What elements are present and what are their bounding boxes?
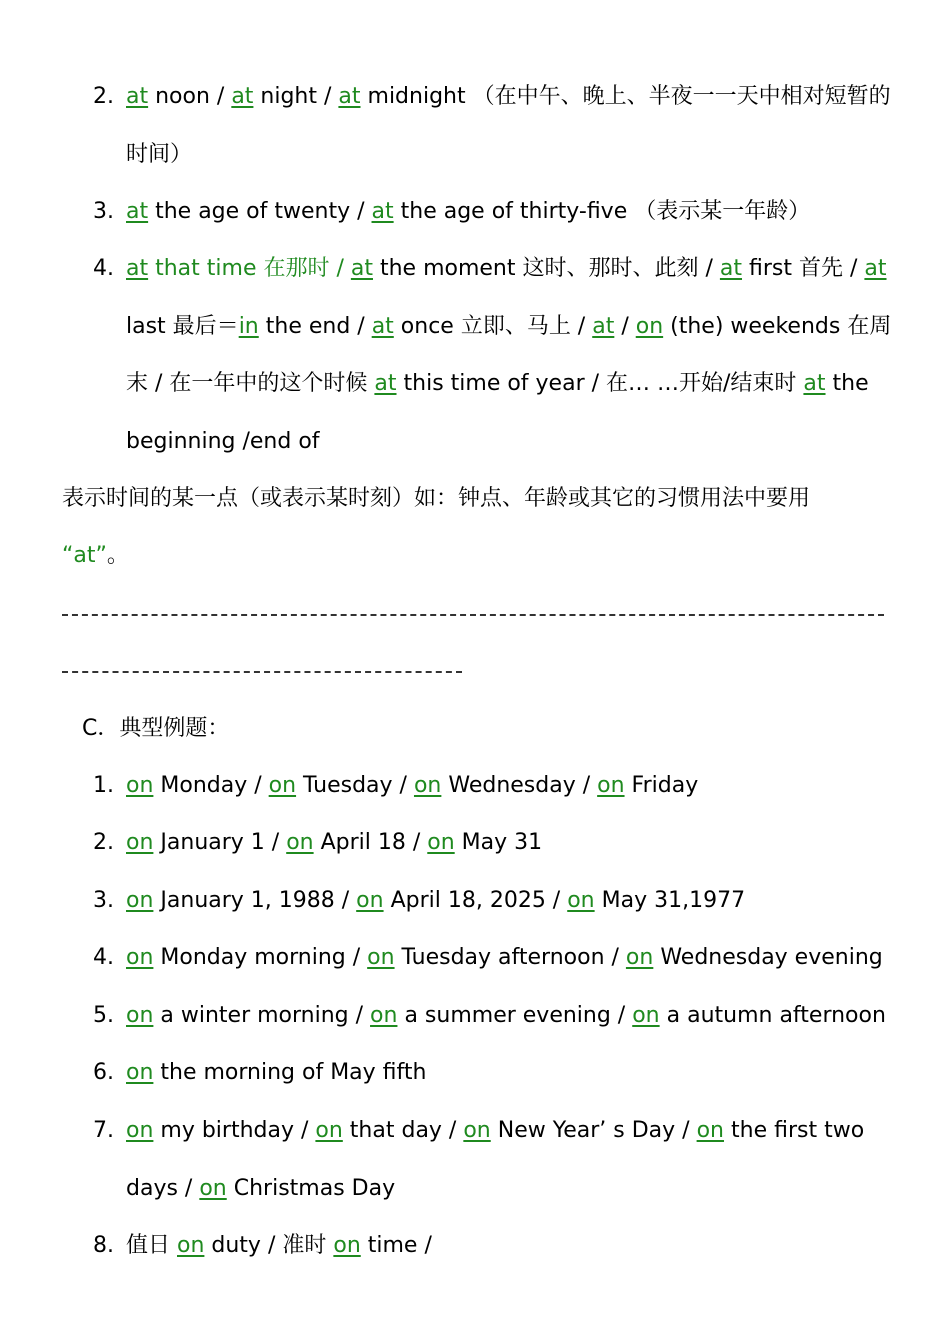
preposition-keyword: on bbox=[632, 1003, 660, 1028]
list-item-text: Wednesday / bbox=[441, 773, 598, 798]
list-item-text: the first two bbox=[724, 1118, 865, 1143]
preposition-keyword: on bbox=[367, 945, 395, 970]
list-item-text: the moment 这时、那时、此刻 / bbox=[372, 256, 720, 281]
list-item-line bbox=[126, 943, 883, 973]
list-item-text: the end / bbox=[258, 313, 372, 339]
list-item-text: January 1 / bbox=[153, 830, 287, 855]
list-item-text: 值日 bbox=[126, 1233, 177, 1258]
preposition-keyword: at bbox=[803, 371, 826, 396]
preposition-keyword: on bbox=[126, 1003, 154, 1028]
list-number: 2. bbox=[93, 84, 114, 109]
note-line-2 bbox=[62, 541, 129, 571]
list-item-text: Monday / bbox=[153, 773, 269, 798]
list-item-text: midnight （在中午、晚上、半夜一一天中相对短暂的 bbox=[360, 84, 891, 109]
list-item-text: a summer evening / bbox=[397, 1003, 633, 1028]
list-item-text: days / bbox=[126, 1175, 200, 1201]
list-item-text: this time of year / 在… …开始/结束时 bbox=[396, 371, 804, 396]
list-item-line bbox=[126, 1058, 426, 1088]
list-item-text: May 31 bbox=[454, 830, 543, 855]
list-number: 4. bbox=[93, 256, 114, 281]
list-number: 8. bbox=[93, 1233, 114, 1258]
note-end: 。 bbox=[106, 543, 129, 568]
note-line bbox=[62, 484, 810, 514]
preposition-keyword: at bbox=[719, 256, 743, 281]
preposition-keyword: at bbox=[864, 256, 887, 281]
preposition-keyword: on bbox=[635, 313, 664, 339]
list-item-text: April 18 / bbox=[313, 830, 428, 855]
preposition-keyword: on bbox=[177, 1233, 205, 1258]
list-item-text: first 首先 / bbox=[742, 256, 865, 281]
preposition-keyword: on bbox=[199, 1175, 227, 1201]
preposition-keyword: on bbox=[126, 773, 154, 798]
preposition-keyword: on bbox=[126, 830, 154, 855]
list-item-line bbox=[126, 312, 891, 342]
list-item-line bbox=[126, 197, 810, 227]
highlighted-phrase: that time 在那时 / bbox=[148, 256, 351, 281]
list-item-text: Friday bbox=[624, 773, 699, 798]
preposition-keyword: at bbox=[126, 256, 149, 281]
section-c-heading: C．典型例题： bbox=[82, 716, 230, 741]
preposition-keyword: at bbox=[350, 256, 373, 281]
list-item-line bbox=[126, 886, 745, 916]
preposition-keyword: on bbox=[126, 945, 154, 970]
list-number: 6. bbox=[93, 1060, 114, 1085]
preposition-keyword: on bbox=[286, 830, 314, 855]
preposition-keyword: on bbox=[333, 1233, 361, 1258]
list-item-line bbox=[126, 254, 887, 284]
preposition-keyword: on bbox=[567, 888, 595, 913]
preposition-keyword: on bbox=[356, 888, 384, 913]
list-item-text: the age of thirty-five （表示某一年龄） bbox=[393, 199, 811, 224]
list-item-text: May 31,1977 bbox=[594, 888, 746, 913]
preposition-keyword: on bbox=[696, 1118, 724, 1143]
list-item-text: / bbox=[614, 313, 636, 339]
list-number: 3. bbox=[93, 888, 114, 913]
preposition-keyword: in bbox=[238, 313, 259, 339]
list-number: 4. bbox=[93, 945, 114, 970]
list-item-text: the age of twenty / bbox=[148, 199, 372, 224]
list-item-text: once 立即、马上 / bbox=[393, 313, 593, 339]
list-item-text: Christmas Day bbox=[226, 1175, 396, 1201]
list-item-text: Wednesday evening bbox=[653, 945, 883, 970]
list-item-text: Tuesday afternoon / bbox=[394, 945, 626, 970]
preposition-keyword: at bbox=[126, 84, 149, 109]
preposition-keyword: on bbox=[597, 773, 625, 798]
preposition-keyword: on bbox=[625, 945, 654, 970]
preposition-keyword: at bbox=[126, 199, 149, 224]
list-item-line bbox=[126, 771, 698, 801]
preposition-keyword: at bbox=[338, 84, 361, 109]
list-item-text: New Year’ s Day / bbox=[490, 1118, 697, 1143]
list-item-text: duty / 准时 bbox=[204, 1233, 334, 1258]
list-item-text: (the) weekends 在周 bbox=[663, 313, 892, 339]
list-item-text: January 1, 1988 / bbox=[153, 888, 357, 913]
list-number: 1. bbox=[93, 773, 114, 798]
list-item-text: a autumn afternoon bbox=[659, 1003, 886, 1028]
separator-line bbox=[62, 671, 462, 673]
preposition-keyword: at bbox=[592, 313, 615, 339]
separator-line bbox=[62, 614, 884, 616]
list-item-line bbox=[126, 1231, 432, 1261]
preposition-keyword: at bbox=[374, 371, 397, 396]
preposition-keyword: at bbox=[231, 84, 254, 109]
list-item-line bbox=[126, 1116, 864, 1146]
preposition-keyword: on bbox=[268, 773, 297, 798]
preposition-keyword: on bbox=[126, 888, 154, 913]
list-item-line bbox=[126, 140, 192, 170]
list-number: 2. bbox=[93, 830, 114, 855]
list-item-text: 时间） bbox=[126, 141, 193, 167]
list-item-line bbox=[126, 427, 320, 457]
list-item-text: 末 / 在一年中的这个时候 bbox=[126, 371, 375, 396]
list-item-text: my birthday / bbox=[153, 1118, 316, 1143]
list-item-text: the bbox=[825, 371, 869, 396]
list-item-text: noon / bbox=[148, 84, 232, 109]
note-quote: “at” bbox=[62, 543, 107, 568]
preposition-keyword: on bbox=[413, 773, 442, 798]
preposition-keyword: on bbox=[463, 1118, 491, 1143]
list-item-text: Monday morning / bbox=[153, 945, 368, 970]
list-item-text: the morning of May fifth bbox=[153, 1060, 427, 1085]
list-item-text: April 18, 2025 / bbox=[383, 888, 568, 913]
list-item-text: that day / bbox=[342, 1118, 464, 1143]
list-number: 7. bbox=[93, 1118, 114, 1143]
list-item-text: Tuesday / bbox=[296, 773, 414, 798]
preposition-keyword: on bbox=[315, 1118, 343, 1143]
list-item-text: time / bbox=[360, 1233, 432, 1258]
list-item-text: last 最后＝ bbox=[126, 313, 239, 339]
preposition-keyword: on bbox=[370, 1003, 398, 1028]
list-number: 3. bbox=[93, 199, 114, 224]
preposition-keyword: at bbox=[371, 199, 394, 224]
note-text: 表示时间的某一点（或表示某时刻）如：钟点、年龄或其它的习惯用法中要用 bbox=[62, 486, 811, 511]
list-item-line bbox=[126, 1174, 395, 1204]
list-item-text: night / bbox=[253, 84, 339, 109]
preposition-keyword: at bbox=[371, 313, 394, 339]
list-item-line bbox=[126, 82, 891, 112]
list-item-line bbox=[126, 828, 542, 858]
list-item-text: a winter morning / bbox=[153, 1003, 371, 1028]
list-item-line bbox=[126, 369, 869, 399]
preposition-keyword: on bbox=[126, 1060, 154, 1085]
list-item-line bbox=[126, 1001, 886, 1031]
preposition-keyword: on bbox=[126, 1118, 154, 1143]
list-number: 5. bbox=[93, 1003, 114, 1028]
list-item-text: beginning /end of bbox=[126, 428, 320, 454]
preposition-keyword: on bbox=[427, 830, 455, 855]
